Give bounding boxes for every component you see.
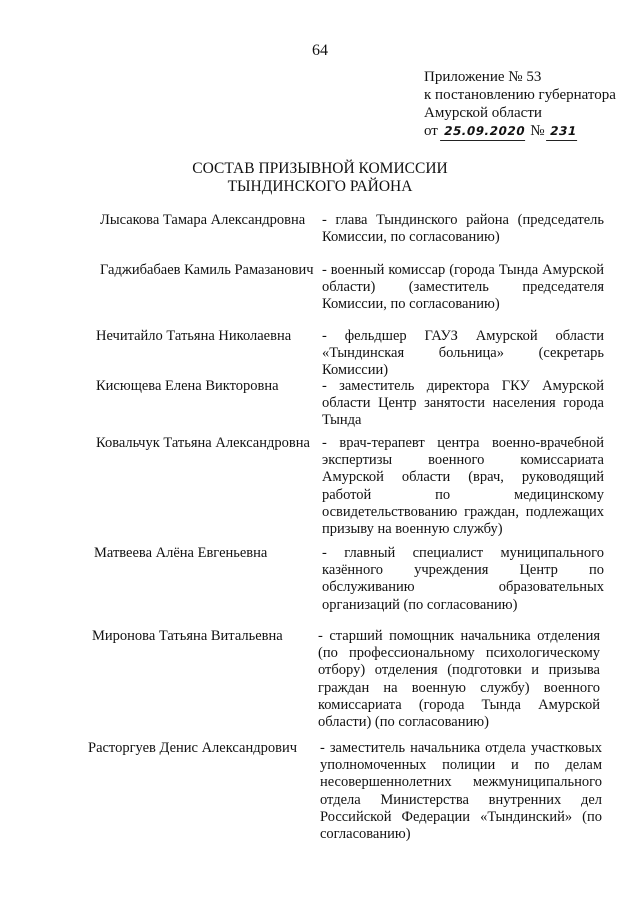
appendix-line-3: Амурской области [424,105,542,121]
member-name: Расторгуев Денис Александрович [88,740,297,756]
member-name: Миронова Татьяна Витальевна [92,628,283,644]
appendix-line-2: к постановлению губернатора [424,87,616,103]
member-role: - главный специалист муниципального казённого учреждения Центр по обслуживанию образовательных организаций (по согласованию) [322,545,604,613]
member-name: Матвеева Алёна Евгеньевна [94,545,268,561]
handwritten-number: 231 [546,122,581,141]
appendix-date-line [424,122,634,141]
member-role: - заместитель начальника отдела участковых уполномоченных полиции и по делам несовершеннолетних межмуниципального отдела Министерства внутренних дел Российской Федерации «Тындинский» (по согласованию) [320,740,602,843]
member-role: - врач-терапевт центра военно-врачебной экспертизы военного комиссариата Амурской области (врач, руководящий работой по медицинскому освидетельствованию граждан, подлежащих призыву на военную службу) [322,435,604,538]
member-name: Лысакова Тамара Александровна [100,212,306,228]
title-line-2: ТЫНДИНСКОГО РАЙОНА [227,178,413,195]
member-role: - фельдшер ГАУЗ Амурской области «Тындинская больница» (секретарь Комиссии) [322,328,604,379]
document-title [0,160,640,196]
member-role: - военный комиссар (города Тында Амурской области) (заместитель председателя Комиссии, по согласованию) [322,262,604,313]
date-prefix: от [424,123,438,139]
member-name: Гаджибабаев Камиль Рамазанович [100,262,314,278]
member-name: Кисющева Елена Викторовна [96,378,279,394]
member-role: - заместитель директора ГКУ Амурской области Центр занятости населения города Тында [322,378,604,429]
member-name: Ковальчук Татьяна Александровна [96,435,310,451]
member-name: Нечитайло Татьяна Николаевна [96,328,292,344]
number-prefix: № [530,123,545,139]
page-number: 64 [312,42,328,59]
handwritten-date: 25.09.2020 [440,122,529,141]
appendix-line-1: Приложение № 53 [424,69,542,85]
member-role: - глава Тындинского района (председатель Комиссии, по согласованию) [322,212,604,246]
appendix-header [424,68,634,141]
title-line-1: СОСТАВ ПРИЗЫВНОЙ КОМИССИИ [192,160,448,177]
member-role: - старший помощник начальника отделения (по профессиональному психологическому отбору) отделения (подготовки и призыва граждан на военную службу) военного комиссариата (города Тында Амурской области) (по согласованию) [318,628,600,731]
